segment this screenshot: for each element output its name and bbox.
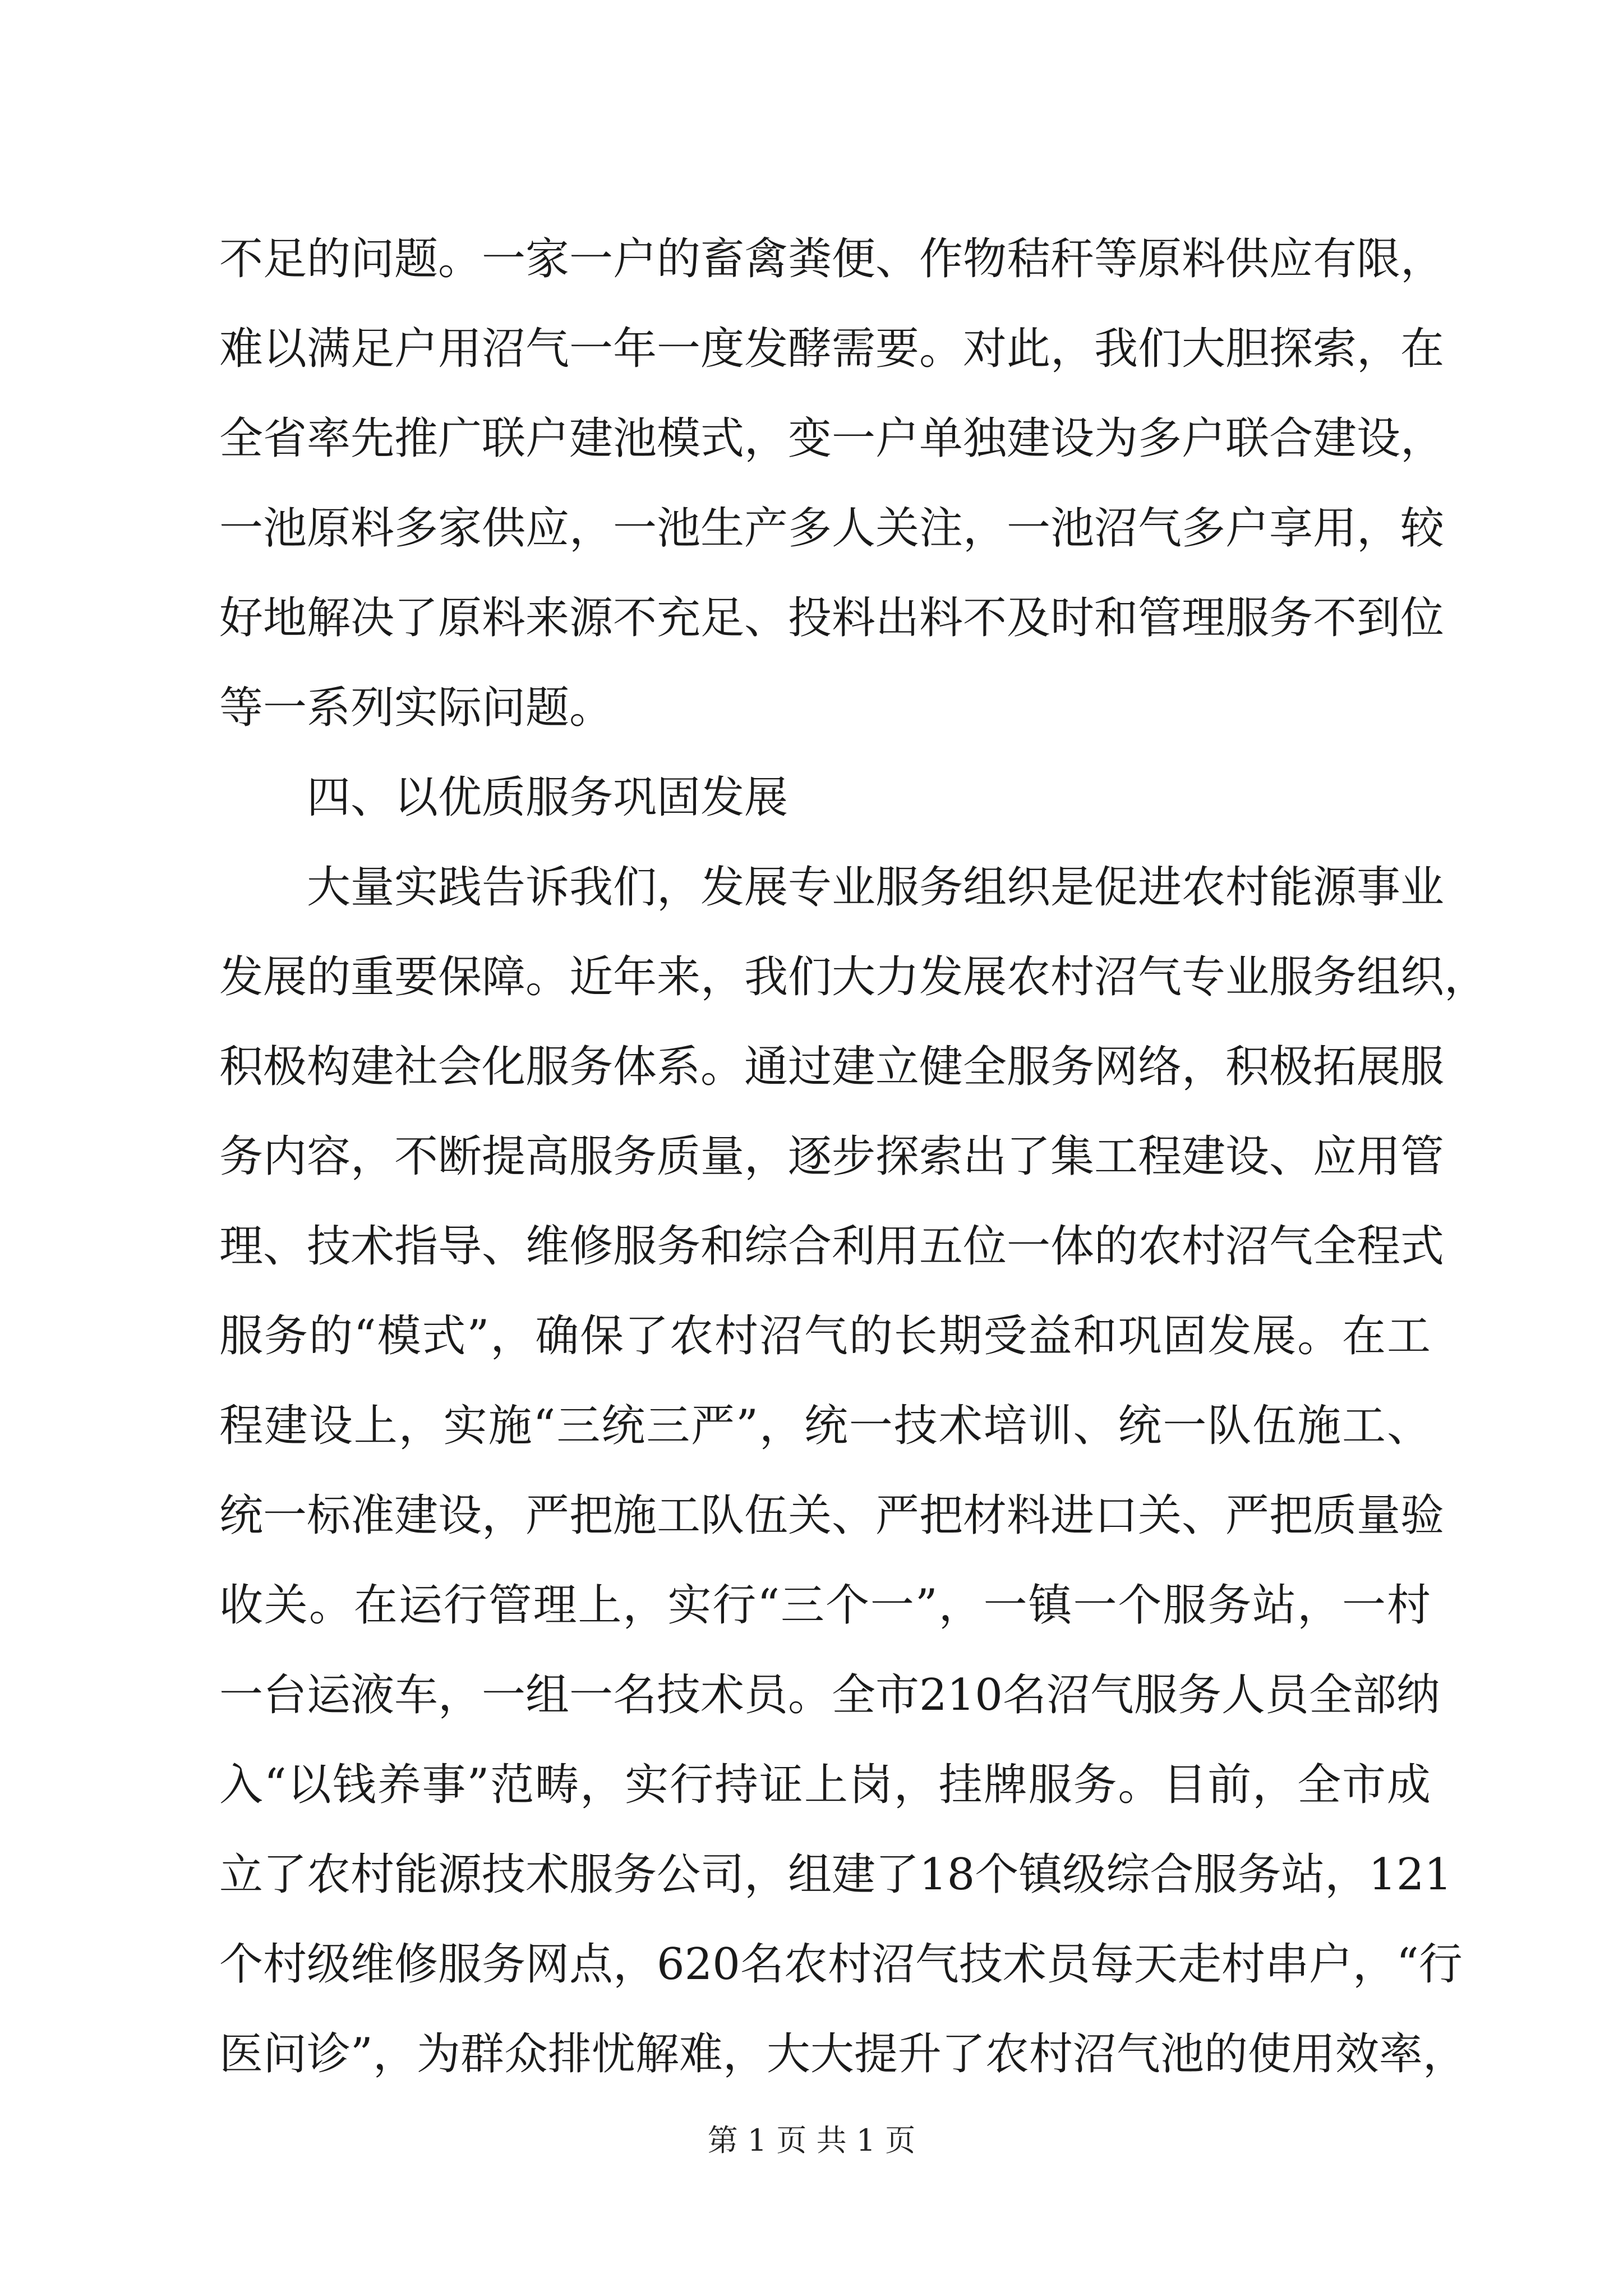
paragraph-line: 发展的重要保障。近年来，我们大力发展农村沼气专业服务组织， bbox=[219, 952, 1488, 1002]
paragraph-line: 大量实践告诉我们，发展专业服务组织是促进农村能源事业 bbox=[307, 862, 1445, 913]
paragraph-line: 收关。在运行管理上，实行“三个一”，一镇一个服务站，一村 bbox=[219, 1580, 1431, 1631]
paragraph-line: 积极构建社会化服务体系。通过建立健全服务网络，积极拓展服 bbox=[219, 1042, 1445, 1092]
paragraph-line: 统一标准建设，严把施工队伍关、严把材料进口关、严把质量验 bbox=[219, 1490, 1445, 1541]
paragraph-line: 好地解决了原料来源不充足、投料出料不及时和管理服务不到位 bbox=[219, 593, 1445, 643]
paragraph-line: 个村级维修服务网点，620名农村沼气技术员每天走村串户，“行 bbox=[219, 1939, 1463, 1990]
paragraph-line: 务内容，不断提高服务质量，逐步探索出了集工程建设、应用管 bbox=[219, 1131, 1445, 1182]
paragraph-line: 服务的“模式”，确保了农村沼气的长期受益和巩固发展。在工 bbox=[219, 1311, 1431, 1361]
section-heading: 四、以优质服务巩固发展 bbox=[307, 772, 789, 823]
paragraph-line: 程建设上，实施“三统三严”，统一技术培训、统一队伍施工、 bbox=[219, 1401, 1431, 1451]
paragraph-line: 不足的问题。一家一户的畜禽粪便、作物秸秆等原料供应有限， bbox=[219, 234, 1445, 284]
paragraph-line: 等一系列实际问题。 bbox=[219, 683, 614, 733]
paragraph-line: 医问诊”，为群众排忧解难，大大提升了农村沼气池的使用效率， bbox=[219, 2029, 1467, 2079]
paragraph-line: 一池原料多家供应，一池生产多人关注，一池沼气多户享用，较 bbox=[219, 503, 1445, 554]
paragraph-line: 入“以钱养事”范畴，实行持证上岗，挂牌服务。目前，全市成 bbox=[219, 1760, 1431, 1810]
paragraph-line: 理、技术指导、维修服务和综合利用五位一体的农村沼气全程式 bbox=[219, 1221, 1445, 1272]
paragraph-line: 立了农村能源技术服务公司，组建了18个镇级综合服务站，121 bbox=[219, 1849, 1453, 1900]
paragraph-line: 一台运液车，一组一名技术员。全市210名沼气服务人员全部纳 bbox=[219, 1670, 1440, 1720]
page-number-footer: 第 1 页 共 1 页 bbox=[707, 2123, 916, 2158]
paragraph-line: 难以满足户用沼气一年一度发酵需要。对此，我们大胆探索，在 bbox=[219, 324, 1445, 374]
paragraph-line: 全省率先推广联户建池模式，变一户单独建设为多户联合建设， bbox=[219, 413, 1445, 464]
